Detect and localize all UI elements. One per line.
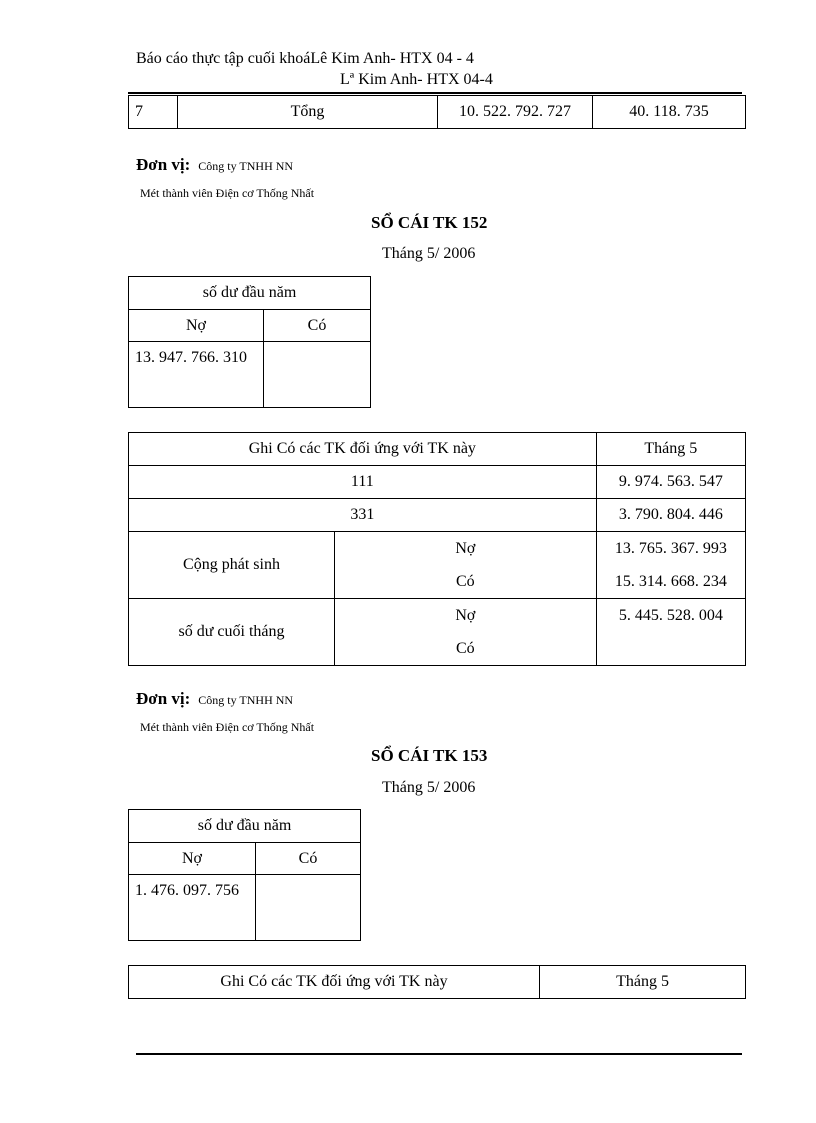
closing-credit-label: Có <box>455 640 475 657</box>
opening-header: số dư đầu năm <box>129 277 371 310</box>
table-row <box>129 966 746 999</box>
table-row <box>129 843 361 875</box>
table-row <box>129 466 746 499</box>
opening-header: số dư đầu năm <box>129 810 361 843</box>
row-number: 7 <box>129 96 178 129</box>
table-row <box>129 499 746 532</box>
debit-label: Nợ <box>129 310 264 342</box>
unit-line <box>136 689 293 709</box>
closing-debit-value: 5. 445. 528. 004 <box>618 607 723 624</box>
table-row <box>129 277 371 310</box>
table-row <box>129 875 361 941</box>
table-row <box>129 342 371 408</box>
closing-values <box>596 599 745 666</box>
opening-debit-value: 1. 476. 097. 756 <box>129 875 256 941</box>
table-row <box>129 433 746 466</box>
report-header-line2: Lª Kim Anh- HTX 04-4 <box>340 71 493 88</box>
unit-value: Công ty TNHH NN <box>198 159 294 173</box>
opening-credit-value <box>256 875 361 941</box>
closing-debit-label: Nợ <box>455 607 476 624</box>
opening-credit-value <box>264 342 371 408</box>
total-values <box>596 532 745 599</box>
account-value: 3. 790. 804. 446 <box>596 499 745 532</box>
header-divider <box>128 92 742 94</box>
total-side-labels <box>335 532 597 599</box>
ledger-main-table <box>128 965 746 999</box>
table-row <box>129 96 746 129</box>
unit-label: Đơn vị: <box>136 689 191 708</box>
table-row <box>129 810 361 843</box>
opening-balance-table <box>128 809 361 941</box>
row-label: Tổng <box>178 96 438 129</box>
col-header-accounts: Ghi Có các TK đối ứng với TK này <box>129 966 540 999</box>
account-value: 9. 974. 563. 547 <box>596 466 745 499</box>
total-label: Cộng phát sinh <box>129 532 335 599</box>
ledger-main-table <box>128 432 746 666</box>
unit-line <box>136 155 293 175</box>
total-credit-value: 15. 314. 668. 234 <box>614 573 727 590</box>
footer-divider <box>136 1053 742 1055</box>
total-credit-label: Có <box>455 573 475 590</box>
opening-debit-value: 13. 947. 766. 310 <box>129 342 264 408</box>
account-code: 111 <box>129 466 597 499</box>
table-row <box>129 532 746 599</box>
ledger-period: Tháng 5/ 2006 <box>382 779 476 796</box>
total-debit-value: 13. 765. 367. 993 <box>614 540 727 557</box>
table-row <box>129 310 371 342</box>
account-code: 331 <box>129 499 597 532</box>
debit-label: Nợ <box>129 843 256 875</box>
report-header-line1: Báo cáo thực tập cuối khoáLê Kim Anh- HTX 04 - 4 <box>136 50 474 67</box>
total-debit-label: Nợ <box>455 540 476 557</box>
closing-side-labels <box>335 599 597 666</box>
unit-value: Công ty TNHH NN <box>198 693 294 707</box>
credit-label: Có <box>264 310 371 342</box>
ledger-title: SỔ CÁI TK 153 <box>371 746 488 765</box>
unit-label: Đơn vị: <box>136 155 191 174</box>
unit-line-2: Mét thành viên Điện cơ Thống Nhất <box>140 720 315 734</box>
ledger-period: Tháng 5/ 2006 <box>382 245 476 262</box>
ledger-title: SỔ CÁI TK 152 <box>371 213 488 232</box>
row-value-2: 40. 118. 735 <box>593 96 746 129</box>
opening-balance-table <box>128 276 371 408</box>
table-row <box>129 599 746 666</box>
col-header-accounts: Ghi Có các TK đối ứng với TK này <box>129 433 597 466</box>
col-header-month: Tháng 5 <box>596 433 745 466</box>
unit-line-2: Mét thành viên Điện cơ Thống Nhất <box>140 186 315 200</box>
col-header-month: Tháng 5 <box>540 966 746 999</box>
row-value-1: 10. 522. 792. 727 <box>438 96 593 129</box>
credit-label: Có <box>256 843 361 875</box>
previous-table-total-row <box>128 95 746 129</box>
closing-label: số dư cuối tháng <box>129 599 335 666</box>
